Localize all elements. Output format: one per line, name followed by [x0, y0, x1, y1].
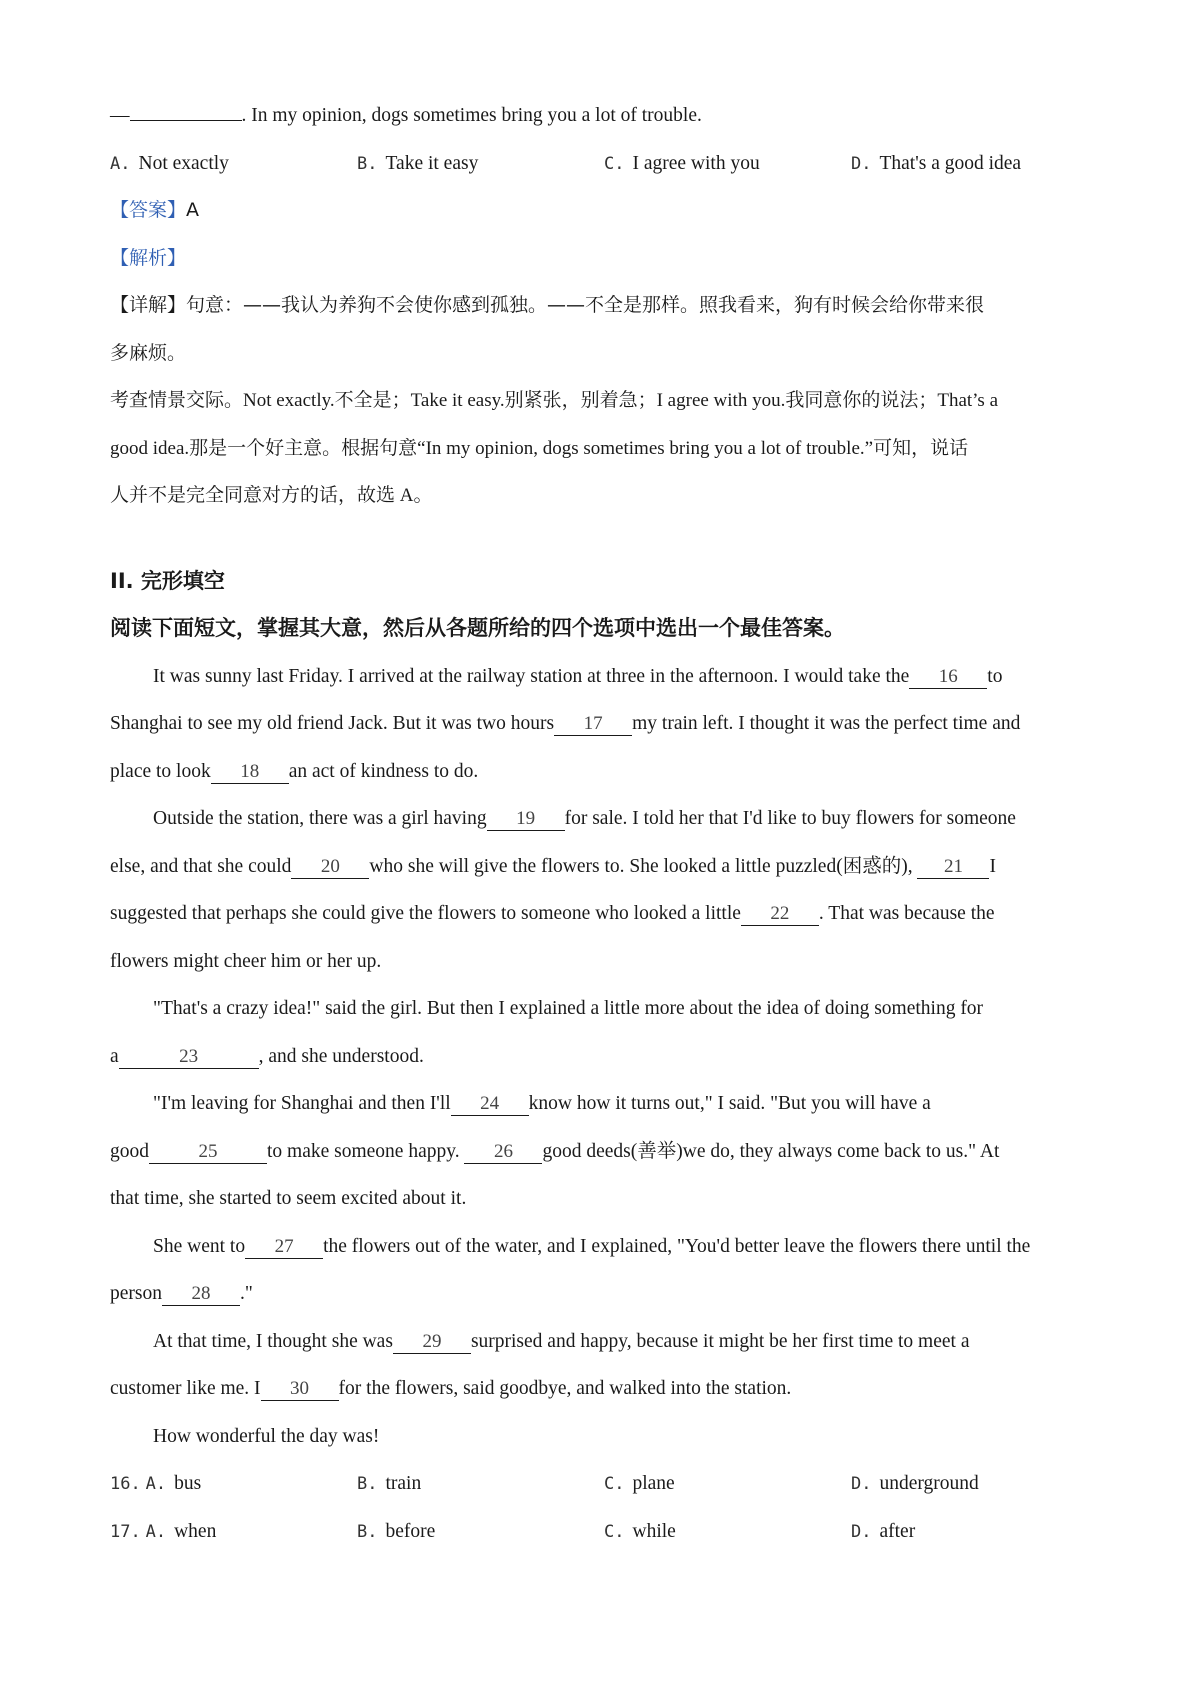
blank-26: 26: [464, 1141, 542, 1164]
q17-option-d: D. after: [851, 1520, 916, 1542]
passage-p7: How wonderful the day was!: [153, 1425, 380, 1447]
passage-p3-line1: "That's a crazy idea!" said the girl. But then I explained a little more about the idea of doing something for: [153, 998, 984, 1019]
blank-20: 20: [291, 856, 369, 879]
q16-option-a: 16. A. bus: [110, 1473, 202, 1494]
passage-p2-line3: suggested that perhaps she could give the flowers to someone who looked a little 22 . That was because the: [110, 903, 995, 924]
detail-line-2: 多麻烦。: [110, 341, 187, 364]
q15-option-c: C. I agree with you: [604, 152, 760, 174]
passage-p1-line2: Shanghai to see my old friend Jack. But it was two hours 17 my train left. I thought it was the perfect time and: [110, 713, 1021, 734]
passage-p4-line1: "I'm leaving for Shanghai and then I'll 24 know how it turns out," I said. "But you will have a: [153, 1093, 931, 1114]
exam-line-3: 人并不是完全同意对方的话，故选 A。: [110, 485, 433, 506]
analysis-tag: 【解析】: [110, 246, 187, 269]
q15-option-a: A. Not exactly: [110, 152, 229, 174]
blank-29: 29: [393, 1331, 471, 1354]
blank-17: 17: [554, 713, 632, 736]
passage-p2-line1: Outside the station, there was a girl having 19 for sale. I told her that I'd like to buy flowers for someone: [153, 808, 1016, 829]
blank-30: 30: [261, 1378, 339, 1401]
passage-p4-line3: that time, she started to seem excited about it.: [110, 1188, 467, 1209]
q15-stem: — . In my opinion, dogs sometimes bring you a lot of trouble.: [110, 105, 702, 126]
passage-p2-line2: else, and that she could 20 who she will give the flowers to. She looked a little puzzled(困惑的), 21 I: [110, 855, 996, 877]
passage-p4-line2: good 25 to make someone happy. 26 good deeds(善举)we do, they always come back to us." At: [110, 1140, 1000, 1162]
passage-p3-line2: a 23 , and she understood.: [110, 1045, 424, 1067]
exam-line-1: 考查情景交际。Not exactly.不全是；Take it easy.别紧张，别着急；I agree with you.我同意你的说法；That’s a: [110, 390, 999, 411]
question-17: [110, 1508, 1100, 1556]
exam-line-2: good idea.那是一个好主意。根据句意“In my opinion, dogs sometimes bring you a lot of trouble.”可知，说话: [110, 437, 969, 459]
passage-p5-line2: person 28 .": [110, 1283, 253, 1304]
q15-options: [110, 140, 1100, 188]
blank-16: 16: [909, 666, 987, 689]
blank-24: 24: [451, 1093, 529, 1116]
detail-line-1: 【详解】句意：——我认为养狗不会使你感到孤独。——不全是那样。照我看来，狗有时候会给你带来很: [110, 294, 985, 316]
passage-p5-line1: She went to 27 the flowers out of the water, and I explained, "You'd better leave the flowers there until the: [153, 1235, 1031, 1257]
passage-p2-line4: flowers might cheer him or her up.: [110, 950, 382, 972]
blank-28: 28: [162, 1283, 240, 1306]
passage-p6-line2: customer like me. I 30 for the flowers, said goodbye, and walked into the station.: [110, 1378, 792, 1399]
document-page: [110, 92, 1100, 1555]
q16-option-c: C. plane: [604, 1473, 675, 1494]
blank-19: 19: [487, 808, 565, 831]
section-heading: II. 完形填空: [110, 568, 225, 593]
q15-option-b: B. Take it easy: [357, 152, 479, 174]
blank-18: 18: [211, 761, 289, 784]
blank-22: 22: [741, 903, 819, 926]
section-instruction: 阅读下面短文，掌握其大意，然后从各题所给的四个选项中选出一个最佳答案。: [110, 616, 845, 640]
passage-p6-line1: At that time, I thought she was 29 surprised and happy, because it might be her first time to meet a: [153, 1330, 970, 1352]
blank-21: 21: [917, 856, 989, 879]
blank-23: 23: [119, 1046, 259, 1069]
question-16: [110, 1460, 1100, 1508]
passage-p1-line1: It was sunny last Friday. I arrived at the railway station at three in the afternoon. I would take the 16 to: [153, 665, 1003, 687]
q16-option-b: B. train: [357, 1473, 422, 1494]
blank-27: 27: [245, 1236, 323, 1259]
q17-option-a: 17. A. when: [110, 1520, 217, 1542]
passage-p1-line3: place to look 18 an act of kindness to do.: [110, 760, 479, 782]
answer-line: 【答案】A: [110, 199, 200, 221]
q15-option-d: D. That's a good idea: [851, 152, 1022, 174]
q17-option-c: C. while: [604, 1520, 676, 1542]
blank-25: 25: [149, 1141, 267, 1164]
q16-option-d: D. underground: [851, 1473, 979, 1494]
q17-option-b: B. before: [357, 1520, 436, 1542]
q15-blank: [130, 120, 242, 121]
